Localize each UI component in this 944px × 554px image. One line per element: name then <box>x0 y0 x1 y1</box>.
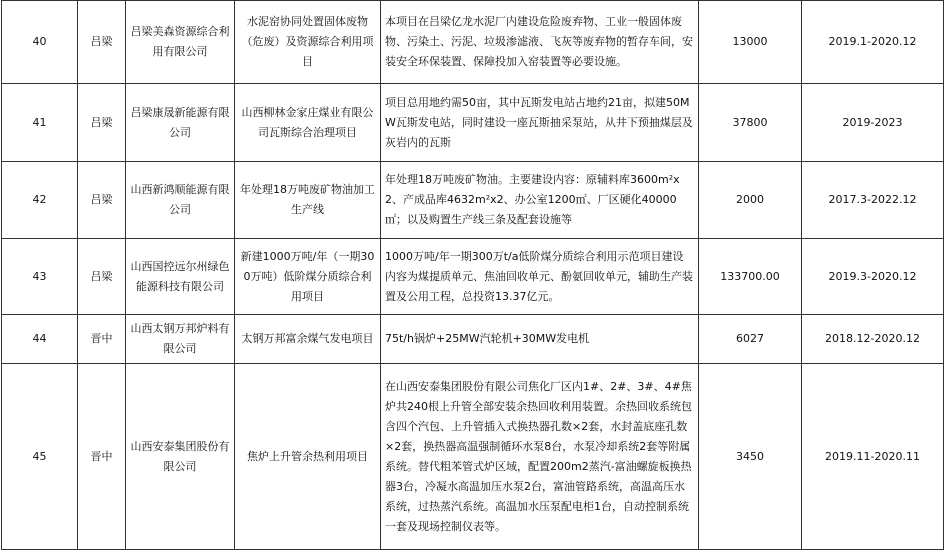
table-row <box>2 364 944 550</box>
company-name: 山西新鸿顺能源有限公司 <box>126 162 235 239</box>
investment: 2000 <box>699 162 802 239</box>
project-table <box>1 0 944 550</box>
project-name: 山西柳林金家庄煤业有限公司瓦斯综合治理项目 <box>235 84 381 162</box>
investment: 13000 <box>699 1 802 84</box>
construction-period: 2019.1-2020.12 <box>802 1 944 84</box>
construction-period: 2019.11-2020.11 <box>802 364 944 550</box>
construction-period: 2019-2023 <box>802 84 944 162</box>
region: 吕梁 <box>78 162 126 239</box>
table-row <box>2 239 944 315</box>
project-content: 本项目在吕梁亿龙水泥厂内建设危险废弃物、工业一般固体废物、污染土、污泥、垃圾渗滤液、飞灰等废弃物的暂存车间，安装安全环保装置、保障投加入窑装置等必要设施。 <box>381 1 699 84</box>
region: 晋中 <box>78 364 126 550</box>
investment: 3450 <box>699 364 802 550</box>
row-number: 40 <box>2 1 78 84</box>
project-name: 新建1000万吨/年（一期300万吨）低阶煤分质综合利用项目 <box>235 239 381 315</box>
project-content: 75t/h锅炉+25MW汽轮机+30MW发电机 <box>381 315 699 364</box>
region: 吕梁 <box>78 1 126 84</box>
company-name: 吕梁美森资源综合利用有限公司 <box>126 1 235 84</box>
table-row <box>2 162 944 239</box>
row-number: 44 <box>2 315 78 364</box>
table-row <box>2 1 944 84</box>
project-content: 1000万吨/年一期300万t/a低阶煤分质综合利用示范项目建设内容为煤提质单元、焦油回收单元、酚氨回收单元，辅助生产装置及公用工程，总投资13.37亿元。 <box>381 239 699 315</box>
investment: 37800 <box>699 84 802 162</box>
project-content: 年处理18万吨废矿物油。主要建设内容：原辅料库3600m²x2、产成品库4632m²x2、办公室1200㎡、厂区硬化40000㎡；以及购置生产线三条及配套设施等 <box>381 162 699 239</box>
project-name: 水泥窑协同处置固体废物（危废）及资源综合利用项目 <box>235 1 381 84</box>
table-row <box>2 84 944 162</box>
row-number: 42 <box>2 162 78 239</box>
investment: 133700.00 <box>699 239 802 315</box>
project-content: 在山西安泰集团股份有限公司焦化厂区内1#、2#、3#、4#焦炉共240根上升管全部安装余热回收利用装置。余热回收系统包含四个汽包、上升管插入式换热器孔数×2套，水封盖底座孔数×2套，换热器高温强制循环水泵8台，水泵冷却系统2套等附属系统。替代粗苯管式炉区域，配置200m2蒸汽-富油螺旋板换热器3台，冷凝水高温加压水泵2台，富油管路系统，高温高压水系统，过热蒸汽系统。高温加水压泵配电柜1台，自动控制系统一套及现场控制仪表等。 <box>381 364 699 550</box>
project-name: 年处理18万吨废矿物油加工生产线 <box>235 162 381 239</box>
row-number: 41 <box>2 84 78 162</box>
construction-period: 2019.3-2020.12 <box>802 239 944 315</box>
region: 吕梁 <box>78 84 126 162</box>
row-number: 43 <box>2 239 78 315</box>
company-name: 山西太钢万邦炉料有限公司 <box>126 315 235 364</box>
region: 吕梁 <box>78 239 126 315</box>
company-name: 山西安泰集团股份有限公司 <box>126 364 235 550</box>
row-number: 45 <box>2 364 78 550</box>
construction-period: 2017.3-2022.12 <box>802 162 944 239</box>
project-name: 太钢万邦富余煤气发电项目 <box>235 315 381 364</box>
company-name: 山西国控远尔州绿色能源科技有限公司 <box>126 239 235 315</box>
investment: 6027 <box>699 315 802 364</box>
table-row <box>2 315 944 364</box>
region: 晋中 <box>78 315 126 364</box>
company-name: 吕梁康晟新能源有限公司 <box>126 84 235 162</box>
construction-period: 2018.12-2020.12 <box>802 315 944 364</box>
project-content: 项目总用地约需50亩，其中瓦斯发电站占地约21亩，拟建50MW瓦斯发电站，同时建设一座瓦斯抽采泵站，从井下预抽煤层及灰岩内的瓦斯 <box>381 84 699 162</box>
project-name: 焦炉上升管余热利用项目 <box>235 364 381 550</box>
